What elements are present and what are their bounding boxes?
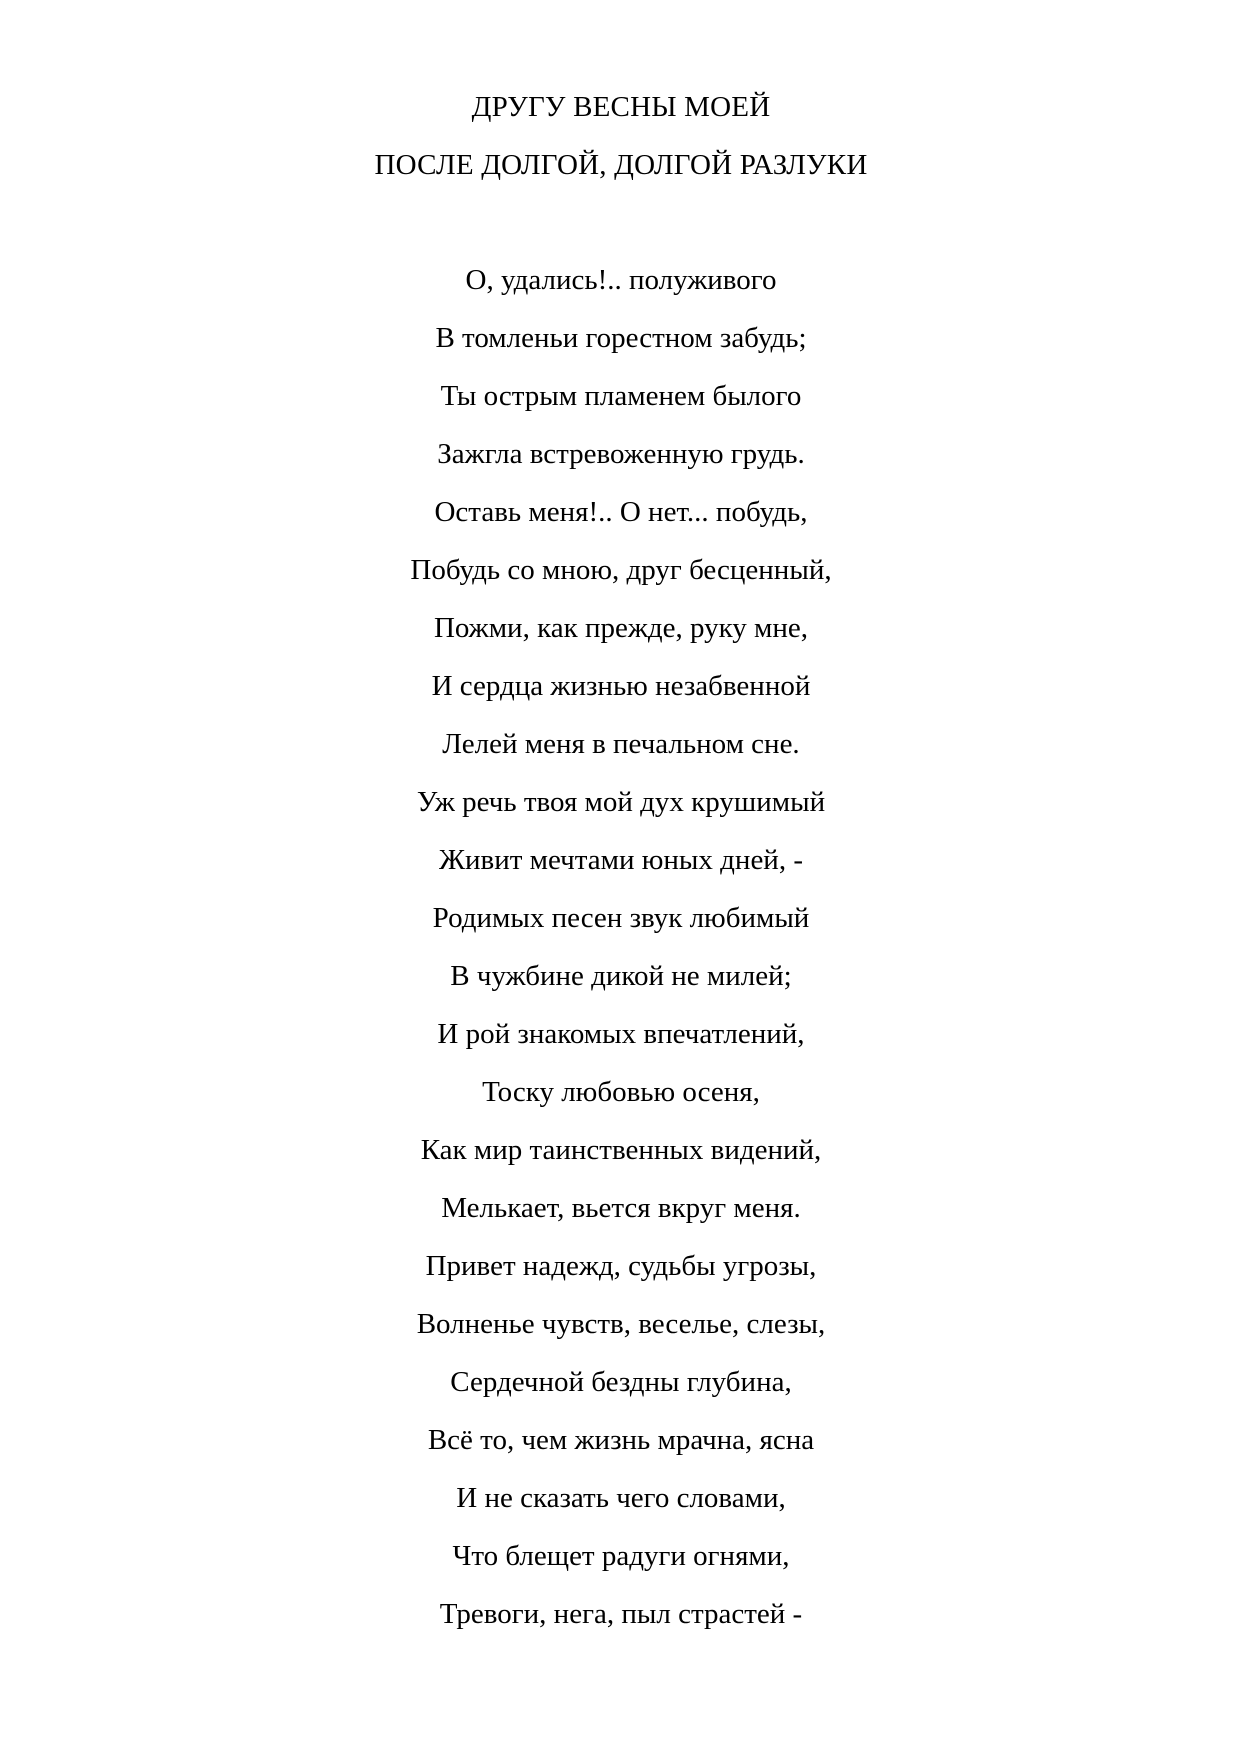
poem-line: И не сказать чего словами, — [456, 1482, 786, 1514]
poem-line: Мелькает, вьется вкруг меня. — [441, 1192, 801, 1224]
poem-line: Живит мечтами юных дней, - — [439, 844, 803, 876]
poem-line: Тревоги, нега, пыл страстей - — [439, 1598, 803, 1630]
poem-line: Сердечной бездны глубина, — [450, 1366, 792, 1398]
poem-line: И рой знакомых впечатлений, — [437, 1018, 805, 1050]
poem-line: Как мир таинственных видений, — [420, 1134, 822, 1166]
poem-line: И сердца жизнью незабвенной — [431, 670, 811, 702]
poem-line: Что блещет радуги огнями, — [452, 1540, 790, 1572]
poem-line: Привет надежд, судьбы угрозы, — [425, 1250, 817, 1282]
poem-line: О, удались!.. полуживого — [465, 264, 777, 296]
poem-line: Уж речь твоя мой дух крушимый — [416, 786, 826, 818]
poem-line: Всё то, чем жизнь мрачна, ясна — [427, 1424, 815, 1456]
poem-line: Пожми, как прежде, руку мне, — [433, 612, 809, 644]
poem-line: Тоску любовью осеня, — [482, 1076, 760, 1108]
poem-line: Ты острым пламенем былого — [440, 380, 802, 412]
poem-line: Оставь меня!.. О нет... побудь, — [434, 496, 808, 528]
poem-line: В томленьи горестном забудь; — [435, 322, 807, 354]
poem-line: Зажгла встревоженную грудь. — [437, 438, 805, 470]
poem-line: Лелей меня в печальном сне. — [442, 728, 800, 760]
title-line-1: ДРУГУ ВЕСНЫ МОЕЙ — [471, 91, 771, 123]
title-line-2: ПОСЛЕ ДОЛГОЙ, ДОЛГОЙ РАЗЛУКИ — [374, 149, 868, 181]
poem-line: Волненье чувств, веселье, слезы, — [416, 1308, 826, 1340]
poem-line: В чужбине дикой не милей; — [450, 960, 792, 992]
poem-line: Побудь со мною, друг бесценный, — [410, 554, 832, 586]
poem-body — [0, 251, 1242, 1643]
poem-title — [0, 78, 1242, 194]
poem-line: Родимых песен звук любимый — [432, 902, 810, 934]
